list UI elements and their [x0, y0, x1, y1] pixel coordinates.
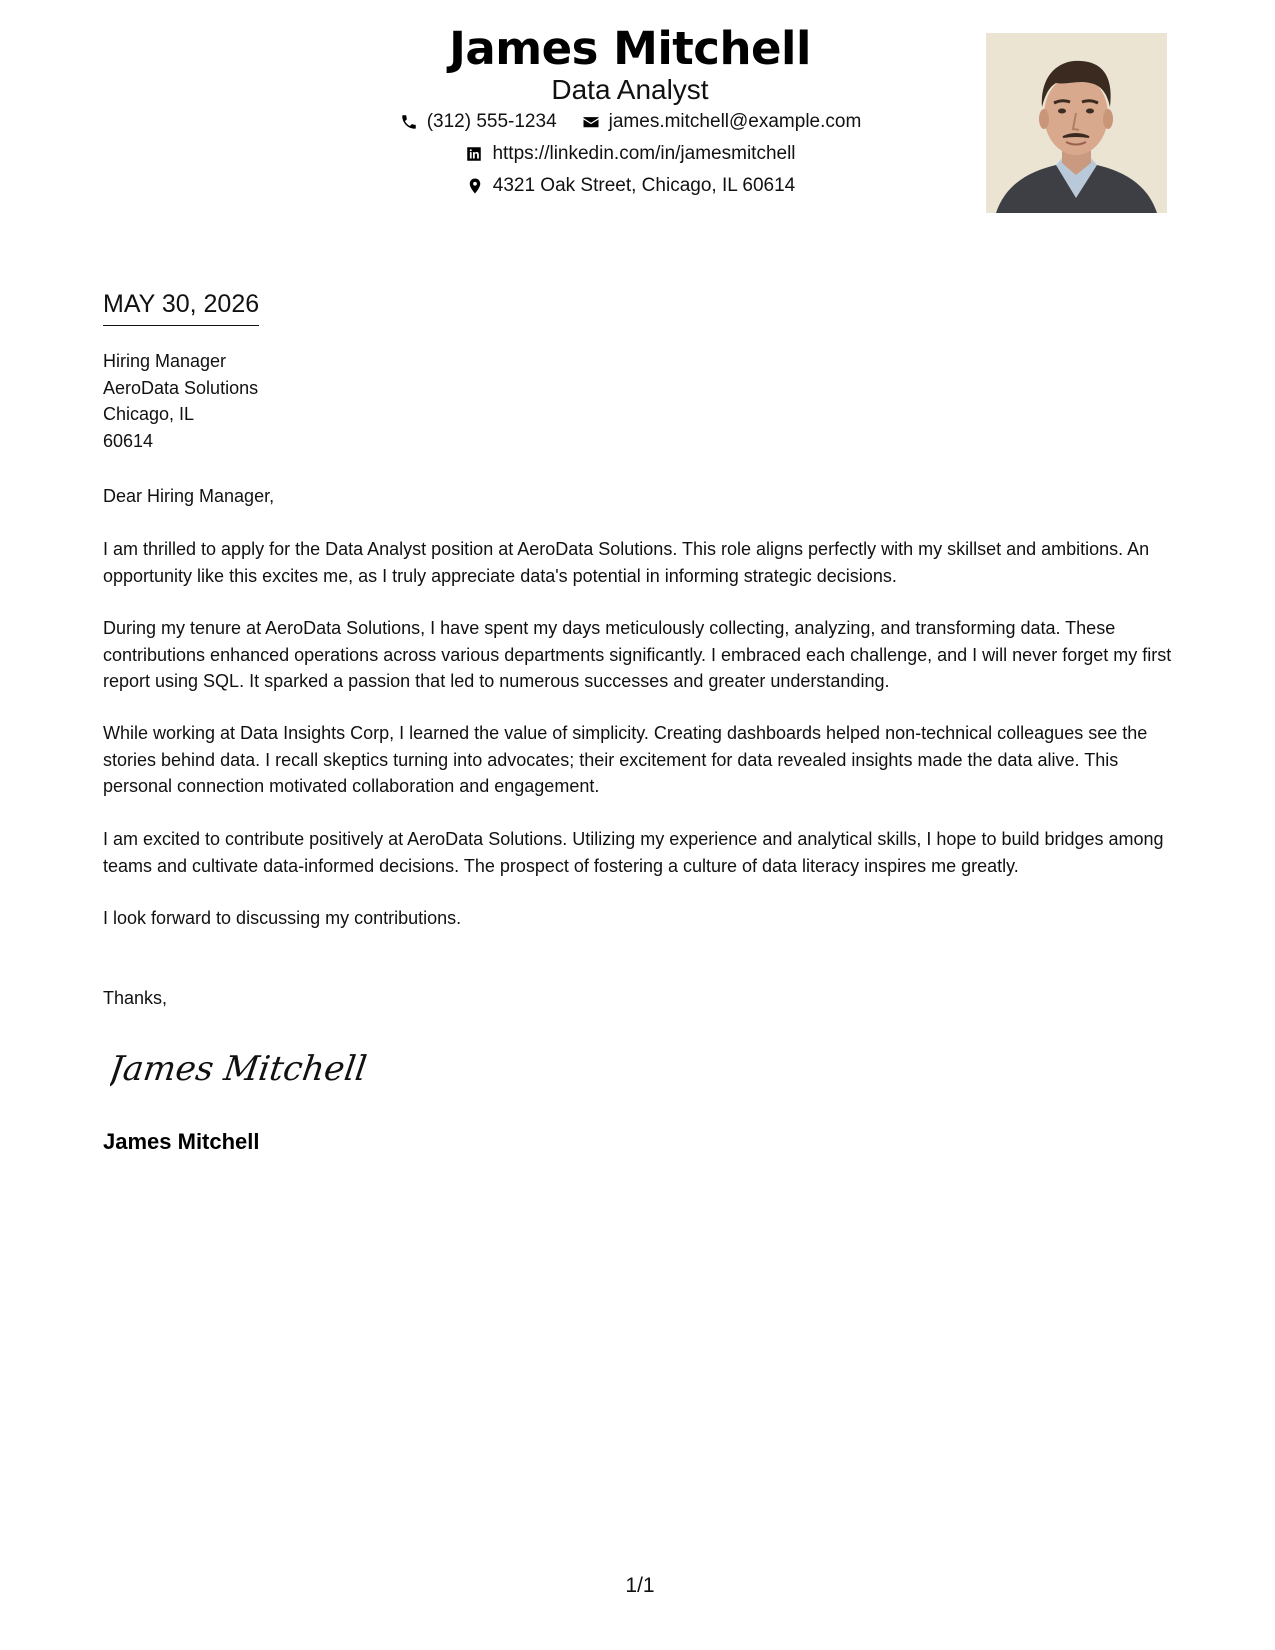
contact-line-address [330, 170, 930, 202]
phone-number[interactable]: (312) 555-1234 [426, 111, 557, 132]
closing: Thanks, [103, 988, 168, 1008]
phone-icon [399, 112, 419, 132]
recipient-block [103, 348, 1173, 454]
street-address: 4321 Oak Street, Chicago, IL 60614 [492, 175, 796, 196]
contact-line-linkedin [330, 138, 930, 170]
signer-name: James Mitchell [103, 1129, 260, 1154]
applicant-title: Data Analyst [551, 74, 709, 105]
handwritten-signature [110, 1038, 370, 1098]
recipient-line: 60614 [103, 430, 154, 451]
linkedin-icon [464, 144, 484, 164]
linkedin-url[interactable]: https://linkedin.com/in/jamesmitchell [492, 143, 796, 164]
recipient-line: Chicago, IL [103, 404, 195, 424]
body-paragraph: I am excited to contribute positively at AeroData Solutions. Utilizing my experience and analytical skills, I hope to build bridges among teams and cultivate data-informed decisions. The prospect of fostering a culture of data literacy inspires me greatly. [103, 829, 1164, 876]
body-paragraph: During my tenure at AeroData Solutions, I have spent my days meticulously collecting, analyzing, and transforming data. These contributions enhanced operations across various departments significantly. I embraced each challenge, and I will never forget my first report using SQL. It sparked a passion that led to numerous successes and greater understanding. [103, 618, 1172, 691]
recipient-line: Hiring Manager [103, 351, 227, 371]
email-address[interactable]: james.mitchell@example.com [608, 111, 862, 132]
letter-date: MAY 30, 2026 [103, 289, 259, 326]
envelope-icon [581, 112, 601, 132]
page-number: 1/1 [625, 1574, 655, 1597]
contact-line-phone-email [330, 106, 930, 138]
recipient-line: AeroData Solutions [103, 377, 259, 398]
applicant-name: James Mitchell [449, 22, 811, 75]
salutation: Dear Hiring Manager, [103, 486, 275, 506]
letter-header [330, 22, 930, 202]
signature-text: James Mitchell [110, 1049, 370, 1089]
map-marker-icon [465, 176, 485, 196]
body-paragraph: I am thrilled to apply for the Data Analyst position at AeroData Solutions. This role aligns perfectly with my skillset and ambitions. An opportunity like this excites me, as I truly appreciate data's potential in informing strategic decisions. [103, 539, 1150, 586]
body-paragraph: I look forward to discussing my contributions. [103, 908, 462, 928]
body-paragraph: While working at Data Insights Corp, I learned the value of simplicity. Creating dashboards helped non-technical colleagues see the stories behind data. I recall skeptics turning into advocates; their excitement for data revealed insights made the data alive. This personal connection motivated collaboration and engagement. [103, 723, 1148, 796]
profile-photo [986, 33, 1167, 213]
